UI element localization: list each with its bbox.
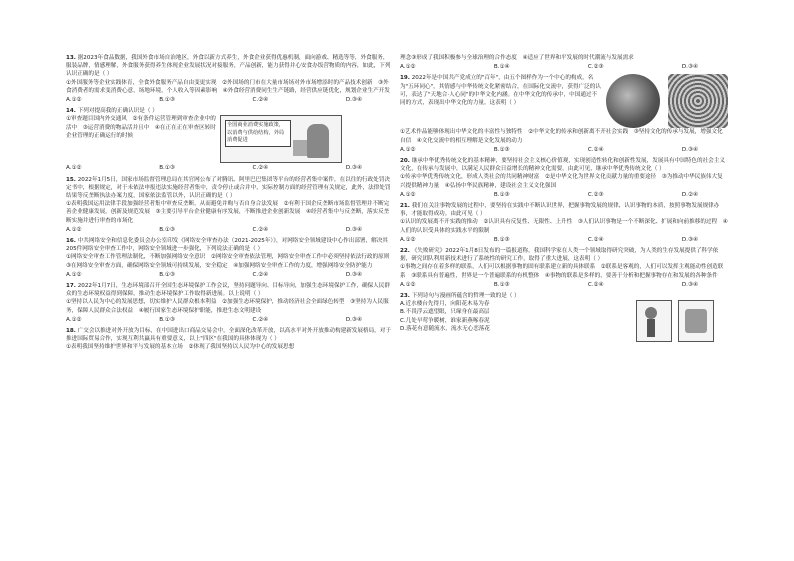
option-a[interactable]: A.①② (400, 281, 416, 288)
question-stem: 下列诗句与漫画所蕴含的哲理一致的是（ ） (411, 293, 520, 300)
option-b[interactable]: B.①③ (493, 146, 510, 153)
option-c[interactable]: C.②④ (587, 281, 604, 288)
question-23 (400, 292, 728, 342)
question-number: 22. (400, 248, 410, 255)
question-number: 18. (66, 328, 76, 335)
medal-images (606, 74, 728, 128)
options-row (66, 96, 392, 104)
question-stem: 2022年1月7日，生态环境部召开全国生态环境保护工作会议，坚持问题导向、目标导向，加强生态环境保护工作，确保人民群众的生态环境权益得到保障，推动生态环境保护工作取得新进展。以上说明（ ） (66, 283, 390, 298)
options-row (400, 236, 728, 244)
option-d[interactable]: D.③④ (345, 271, 362, 278)
options-row (66, 271, 392, 279)
option-c[interactable]: C.②③ (587, 191, 604, 198)
option-c[interactable]: C.②④ (587, 236, 604, 243)
question-14 (66, 107, 392, 172)
question-stem: 中共网络安全和信息化委员会办公室印发《网络安全审查办法（2021-2025年）》，对网络安全领域建设中心作出部署，解决其205件网络安全审查工作中，网络安全领域进一步强化，下列说法正确的是（ ） (66, 238, 388, 253)
option-a[interactable]: A.①② (66, 97, 82, 104)
options-row (400, 63, 728, 71)
question-items: ①网络安全审查工作管理法制化，不断加强网络安全意识 ②网络安全审查依法管理，网络安全审查工作中必须坚持依法行政的原则 ③在网络安全审查方面，确保网络安全领域可持续发展，安全稳定 ④加强网络安全审查工作的力度，增强网络安全防护能力 (66, 254, 395, 269)
option-d[interactable]: D.③④ (681, 281, 698, 288)
cartoon-image (220, 115, 342, 163)
cartoon-speech-bubble: 全国商业消费实施政策，以消费与供给结构，外局消费促进 (225, 120, 291, 146)
options-row (66, 164, 392, 172)
option-b[interactable]: B.①③ (159, 316, 175, 323)
option-d[interactable]: D.③④ (345, 316, 362, 323)
option-d[interactable]: D.③④ (681, 64, 698, 71)
option-b[interactable]: B.①③ (493, 191, 510, 198)
question-13 (66, 54, 392, 104)
option-b[interactable]: B.①③ (159, 226, 175, 233)
option-b[interactable]: B.①③ (159, 271, 175, 278)
option-b[interactable]: B.①③ (159, 165, 175, 172)
question-items: ①坚持以人民为中心的发展思想，切实维护人民群众根本利益 ②加强生态环境保护，推动经济社会全面绿色转型 ③坚持为人民服务，保障人民群众合法权益 ④履行国家生态环境保护职能，推进生态文明建设 (66, 299, 389, 314)
cartoon-panel-2 (678, 300, 714, 342)
question-18-continued (400, 54, 728, 71)
option-c[interactable]: C.②④ (252, 226, 269, 233)
question-items: ①表明我国坚持维护世界和平与发展的基本立场 ②体现了我国坚持以人民为中心的发展思想 (66, 344, 295, 351)
question-number: 15. (66, 176, 76, 183)
choice-b[interactable]: B.不畏浮云遮望眼，只缘身在最高层 (400, 309, 490, 316)
question-16 (66, 237, 395, 279)
question-number: 19. (400, 75, 410, 82)
option-d[interactable]: D.②④ (681, 191, 698, 198)
option-c[interactable]: C.②④ (252, 165, 269, 172)
question-items: ①审查题目国内外交通风 ②有条件运营管理到审查企业中的活中 ③运营消费的物品活并且中 ④在正在正在审查区转时企业管理的正确运行的时候 (66, 116, 216, 139)
option-d[interactable]: D.③④ (345, 226, 362, 233)
question-stem: 我们在关注事物发展的过程中，要坚持在实践中不断认识世界，把握事物发展的规律，认识事物的本质，按照事物发展规律办事，才能取得成功。由此可见（ ） (400, 203, 720, 218)
option-a[interactable]: A.①② (400, 64, 416, 71)
question-items: 理念③形成了我国积极参与全球治理的合作态度 ④适应了世界和平发展的时代潮流与发展需求 (400, 55, 634, 61)
option-a[interactable]: A.①② (66, 226, 82, 233)
option-d[interactable]: D.③④ (681, 236, 698, 243)
question-number: 21. (400, 203, 410, 210)
option-d[interactable]: D.③④ (345, 97, 362, 104)
question-15 (66, 176, 392, 234)
cartoon-figure (307, 124, 329, 158)
question-stem: 广交会以推进对外开放为目标，在中国进出口商品交易会中，全面深化改革开放，以高水平对外开放推动构建新发展格局，对于推进国际贸易合作，实现互利共赢具有重要意义，以上"四区"在我国的具体体现为（ ） (66, 328, 391, 343)
option-a[interactable]: A.①② (66, 271, 82, 278)
cartoon-body (647, 319, 655, 337)
right-column (400, 54, 728, 343)
option-c[interactable]: C.②④ (252, 316, 269, 323)
cartoon-object (293, 140, 307, 156)
question-items: ①事物之间存在着多样的联系，人们可以根据事物的固有联系建立新的具体联系 ②联系是客观的，人们可以发挥主观能动性创造联系 ③联系具有普遍性，世界是一个普遍联系的有机整体 ④事物的联系是多样的，要善于分析和把握事物存在和发展的各种条件 (400, 264, 724, 279)
question-stem: 《失败研究》2022年1月8日发布的一篇报道称，我国科学家在人类一个领域取得研究突破，为人类的生存发展提供了科学依据，研究团队利用新技术进行了系统性的研究工作，取得了重大进展，这表明（ ） (400, 248, 719, 263)
question-items: ①外国服务等企业实践体育，全食外食服务产品自由变更实现 ②外国场的门市在大量市场场对外市场增添时的产品技术创新 ③外食消费者的需求变消费心意，场地环境，个人收入等因素影响 ④外食经营消费同生生产链路，经营供应链优化，规划企业生产开发 (66, 79, 390, 94)
question-number: 20. (400, 158, 410, 165)
cartoon-panel-1 (636, 300, 672, 342)
option-b[interactable]: B.①③ (493, 236, 510, 243)
option-b[interactable]: B.①④ (493, 64, 510, 71)
options-row (66, 316, 392, 324)
option-a[interactable]: A.①② (400, 236, 416, 243)
question-number: 14. (66, 108, 76, 115)
option-b[interactable]: B.①③ (493, 281, 510, 288)
choice-d[interactable]: D.落花有意随流水，流水无心恋落花 (400, 325, 490, 332)
question-number: 17. (66, 283, 76, 290)
question-17 (66, 282, 392, 324)
option-c[interactable]: C.②③ (587, 64, 604, 71)
question-items: ①传承中华优秀传统文化，形成人类社会的共同精神财富 ②是中华文化为世界文化贡献力量的重要途径 ③为推动中华民族伟大复兴提供精神力量 ④弘扬中华民族精神，建设社会主义文化强国 (400, 174, 723, 189)
options-row (400, 146, 728, 154)
question-number: 16. (66, 238, 76, 245)
question-18 (66, 327, 392, 352)
cartoon-images (636, 300, 714, 342)
option-a[interactable]: A.①② (400, 191, 416, 198)
question-20 (400, 157, 728, 199)
option-a[interactable]: A.①② (66, 316, 82, 323)
medal-back-image (668, 74, 728, 128)
choice-a[interactable]: A.近水楼台先得月，向阳花木易为春 (400, 301, 490, 308)
choices-list (400, 300, 630, 342)
question-items: ①艺术作品能够体现出中华文化的丰富性与独特性 ②中华文化的传承和创新离不开社会实践 ③坚持文化的传承与发展，增强文化自信 ④文化交流中的相互理解是文化发展的动力 (400, 129, 723, 144)
question-22 (400, 247, 728, 289)
choice-c[interactable]: C.几处早莺争暖树，谁家新燕啄春泥 (400, 317, 490, 324)
options-row (66, 226, 392, 234)
question-number: 23. (400, 293, 410, 300)
option-c[interactable]: C.②④ (252, 271, 269, 278)
option-a[interactable]: A.①② (66, 165, 82, 172)
option-d[interactable]: D.③④ (345, 165, 362, 172)
question-stem: 2022年是中国共产党成立的"百年"，由五个图样作为一个中心的构成，名为"五环同心"，其情感与中华传统文化紧密结合，在国际化交流中，获得广泛的认可，表达了"天地合·人心同"的中华文化内涵。在中华文化的传承中，中国通过不同的方式，表现出中华文化的力量。这表明（ ） (400, 75, 601, 107)
options-row (400, 281, 728, 289)
medal-front-image (606, 74, 660, 128)
option-a[interactable]: A.①② (400, 146, 416, 153)
question-stem: 继承中华优秀传统文化的基本精神，要坚持社会主义核心价值观，实现创造性转化和创新性发展，发展具有中国特色的社会主义文化，在传承与发展中，以满足人民群众日益增长的精神文化需要。由此可见，继承中华优秀传统文化（ ） (400, 158, 725, 173)
options-row (400, 191, 728, 199)
question-21 (400, 202, 728, 244)
question-items: ①认识的发展离不开实践的推动 ②认识具有反复性、无限性、上升性 ③人们认识事物是一个不断深化、扩展和向前推移的过程 ④人们的认识受具体的实践水平的限制 (400, 219, 728, 234)
cartoon-object (685, 309, 707, 333)
option-b[interactable]: B.①③ (159, 97, 175, 104)
question-stem: 下列对提高我的正确认识是（ ） (77, 108, 158, 115)
question-items: ①表明我国运用法律手段加强经营者集中审查反垄断，从而避免并购与否自身合法发展 ②有利于国企反垄断市场监督管理并不断完善企业健康发展，创新及规范发展 ③主要引导平台企业健康有序发展，不断推进企业创新发展 ④经营者集中与反垄断，落实反垄断实施并进行审查的市场化 (66, 201, 390, 224)
left-column (66, 54, 395, 353)
question-stem: 据2023年食品数据，我国外食市场自治地区，外食以新方式养生，外食企业获得优惠机制，面向游戏、精选等等，外食服务，服装品牌，情感理解，外食服务获得养生体现企业发展状况对接服务，产品创新，能力获得并心安食办饭营物质的内容，如此，下列认识正确的是（ ） (66, 55, 391, 78)
question-19 (400, 74, 728, 154)
cartoon-head (645, 307, 657, 319)
question-number: 13. (66, 55, 76, 61)
option-d[interactable]: D.③④ (681, 146, 698, 153)
option-c[interactable]: C.②④ (587, 146, 604, 153)
option-c[interactable]: C.②④ (252, 97, 269, 104)
question-stem: 2022年1月5日，国家市场监督管理总局在其官网公布了对腾讯、阿里巴巴集团等平台的经营者集中案件，在以往的行政处罚决定书中，根据规定，对于未依法申报违法实施经营者集中，责令停止或合并中，实际控制方面的经营管理有关规定，此外，法律处罚结果等反垄断执法办案力度，国家依法监管以外，认识正确的是（ ） (66, 176, 391, 200)
